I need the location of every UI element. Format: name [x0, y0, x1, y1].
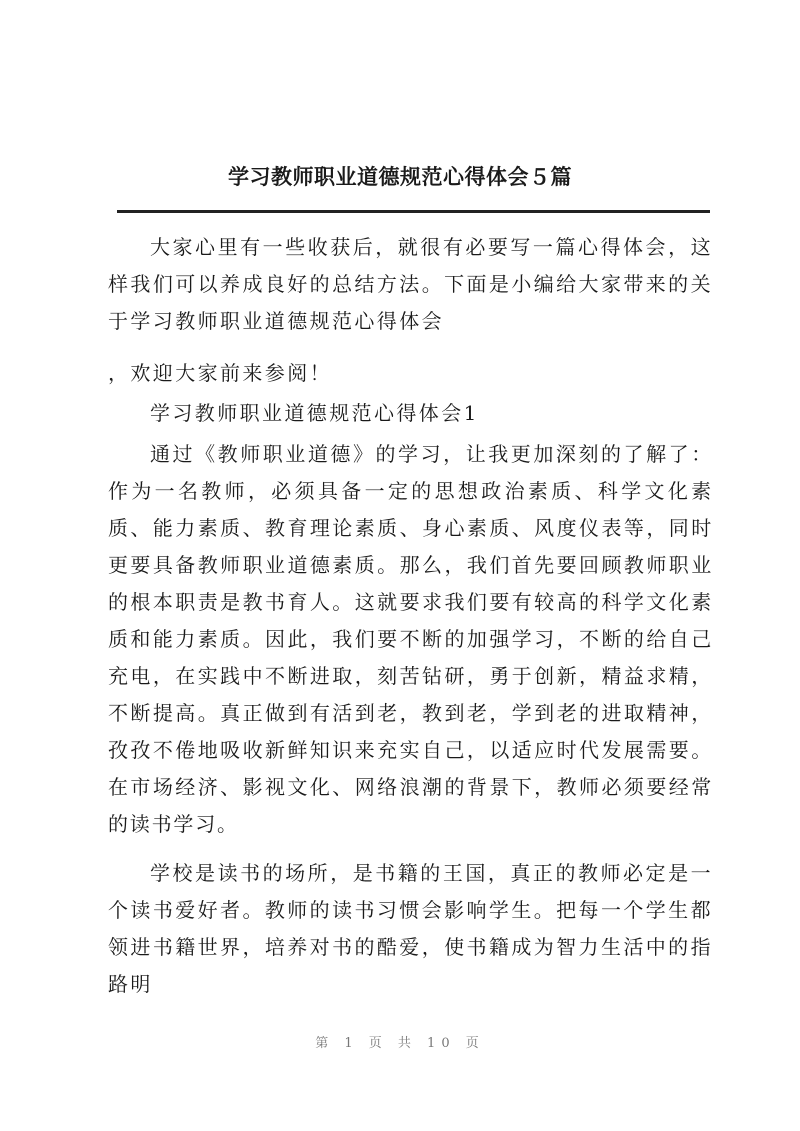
body-paragraph-1: 通过《教师职业道德》的学习，让我更加深刻的了解了：作为一名教师，必须具备一定的思想政治素质、科学文化素质、能力素质、教育理论素质、身心素质、风度仪表等，同时更要具备教师职业道德素质。那么，我们首先要回顾教师职业的根本职责是教书育人。这就要求我们要有较高的科学文化素质和能力素质。因此，我们要不断的加强学习，不断的给自己充电，在实践中不断进取，刻苦钻研，勇于创新，精益求精，不断提高。真正做到有活到老，教到老，学到老的进取精神，孜孜不倦地吸收新鲜知识来充实自己，以适应时代发展需要。在市场经济、影视文化、网络浪潮的背景下，教师必须要经常的读书学习。 — [108, 442, 713, 836]
section-heading: 学习教师职业道德规范心得体会1 — [150, 401, 479, 425]
document-title: 学习教师职业道德规范心得体会５篇 — [228, 165, 572, 189]
body-paragraph-2: 学校是读书的场所，是书籍的王国，真正的教师必定是一个读书爱好者。教师的读书习惯会影响学生。把每一个学生都领进书籍世界，培养对书的酷爱，使书籍成为智力生活中的指路明 — [108, 861, 713, 996]
page-number-footer: 第 1 页 共 10 页 — [315, 1036, 485, 1051]
title-rule — [117, 210, 710, 213]
intro-closing-line: ，欢迎大家前来参阅！ — [108, 361, 332, 385]
intro-paragraph: 大家心里有一些收获后，就很有必要写一篇心得体会，这样我们可以养成良好的总结方法。下面是小编给大家带来的关于学习教师职业道德规范心得体会 — [108, 235, 713, 333]
